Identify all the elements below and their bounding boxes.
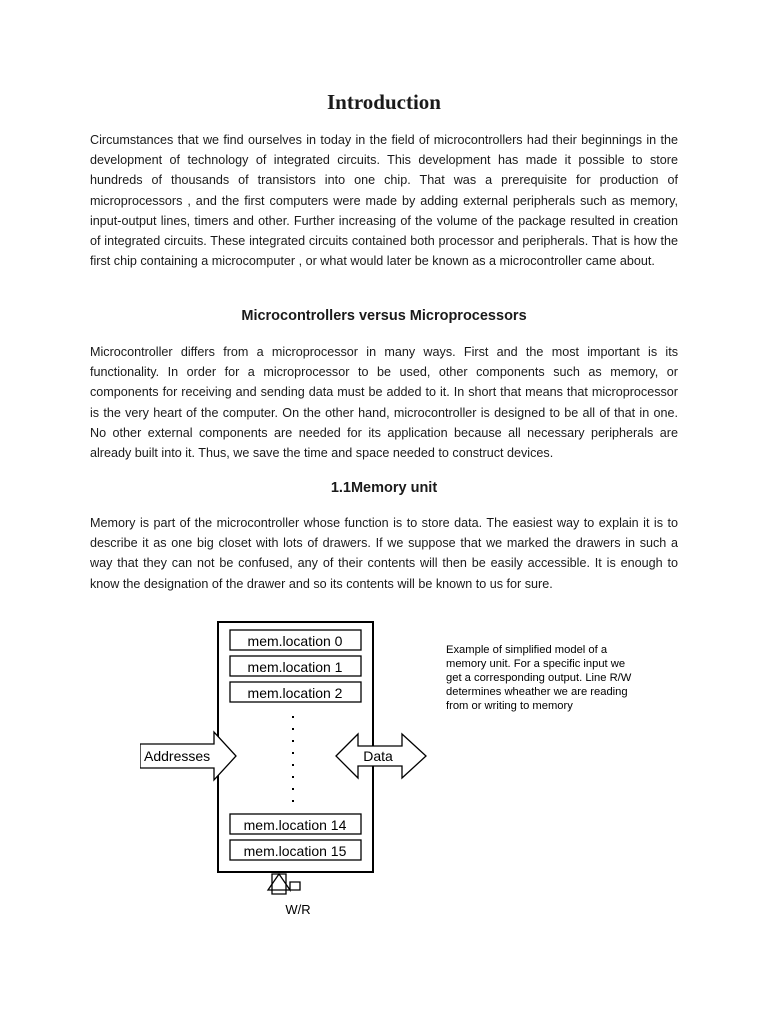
diagram-caption-line-2: memory unit. For a specific input we [446, 658, 626, 670]
memory-unit-diagram [140, 618, 670, 918]
addresses-label: Addresses [144, 748, 211, 764]
intro-paragraph: Circumstances that we find ourselves in today in the field of microcontrollers had their beginnings in the development of technology of integrated circuits. This development has made it possible to store hundreds of thousands of transistors into one chip. That was a prerequisite for production of microprocessors , and the first computers were made by adding external peripherals such as memory, input-output lines, timers and other. Further increasing of the volume of the package resulted in creation of integrated circuits. These integrated circuits contained both processor and peripherals. That is how the first chip containing a microcomputer , or what would later be known as a microcontroller came about. [90, 133, 678, 269]
mem-location-label-2: mem.location 2 [247, 685, 343, 701]
page-title: Introduction [327, 90, 441, 114]
section-heading-microcontrollers-vs-microprocessors: Microcontrollers versus Microprocessors [241, 308, 527, 324]
data-label: Data [363, 748, 393, 764]
mem-location-label-15: mem.location 15 [243, 843, 347, 859]
section-paragraph-memory: Memory is part of the microcontroller whose function is to store data. The easiest way to explain it is to describe it as one big closet with lots of drawers. If we suppose that we marked the drawers in such a way that they can not be confused, any of their contents will then be easily accessible. It is enough to know the designation of the drawer and so its contents will be known to us for sure. [90, 516, 678, 591]
diagram-caption-line-5: from or writing to memory [446, 700, 573, 712]
wr-arrow-stem-icon [272, 874, 286, 894]
mem-location-label-14: mem.location 14 [243, 817, 347, 833]
mem-location-label-1: mem.location 1 [247, 659, 343, 675]
wr-label: W/R [285, 902, 311, 917]
section-heading-memory-unit: 1.1Memory unit [330, 480, 438, 496]
section-paragraph-microcontrollers: Microcontroller differs from a microprocessor in many ways. First and the most important is its functionality. In order for a microprocessor to be used, other components such as memory, or components for receiving and sending data must be added to it. In short that means that microprocessor is the very heart of the computer. On the other hand, microcontroller is designed to be all of that in one. No other external components are needed for its application because all necessary peripherals are already built into it. Thus, we save the time and space needed to construct devices. [90, 345, 678, 461]
mem-location-label-0: mem.location 0 [247, 633, 343, 649]
diagram-caption-line-1: Example of simplified model of a [446, 644, 608, 656]
diagram-caption-line-4: determines wheather we are reading [446, 686, 628, 698]
diagram-caption-line-3: get a corresponding output. Line R/W [446, 672, 632, 684]
